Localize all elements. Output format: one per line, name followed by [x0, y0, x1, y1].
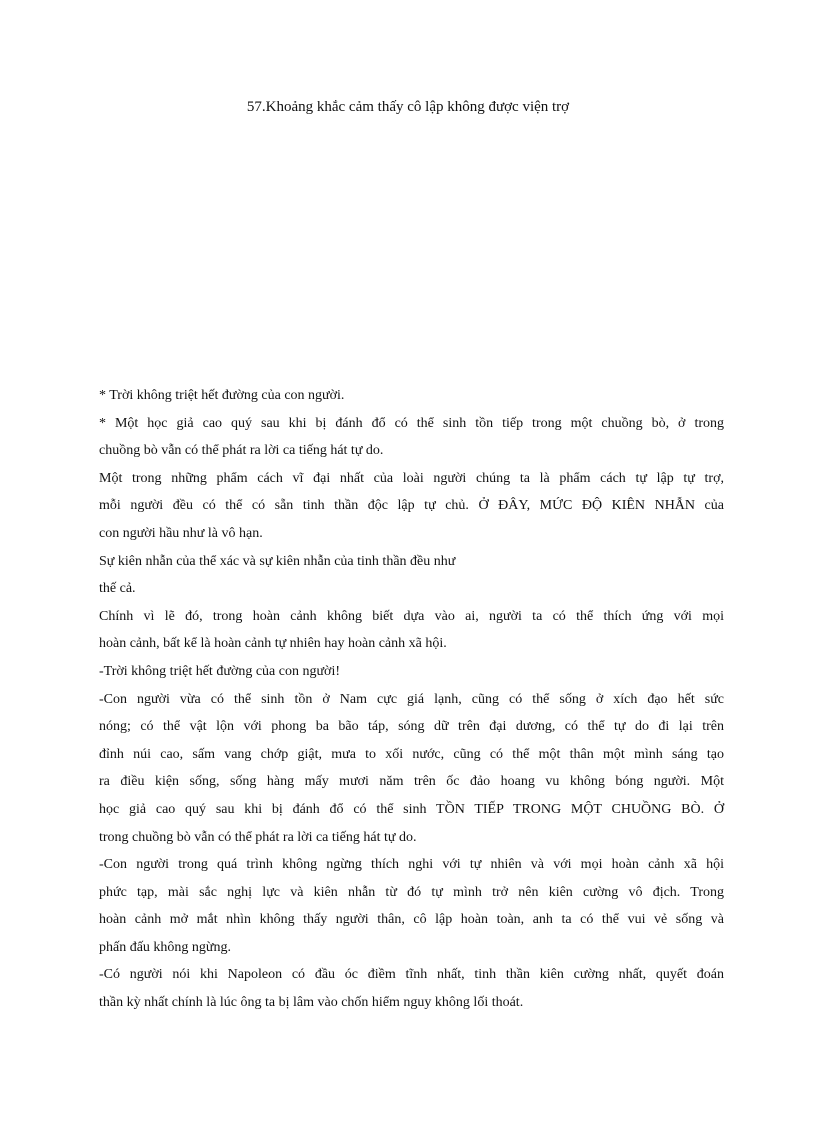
text-line: phức tạp, mài sắc nghị lực và kiên nhẫn từ đó tự mình trở nên kiên cường vô địch. Trong	[99, 884, 724, 900]
text-line: mỗi người đều có thể có sẵn tinh thần độc lập tự chủ. Ở ĐÂY, MỨC ĐỘ KIÊN NHẪN của	[99, 498, 724, 514]
text-line: Một trong những phẩm cách vĩ đại nhất của loài người chúng ta là phẩm cách tự lập tự trợ,	[99, 470, 724, 486]
text-line: phấn đấu không ngừng.	[99, 939, 232, 955]
text-line: hoàn cảnh mở mắt nhìn không thấy người thân, cô lập hoàn toàn, anh ta có thể vui vẻ sống và	[99, 912, 724, 928]
text-line: trong chuồng bò vẫn có thể phát ra lời ca tiếng hát tự do.	[99, 829, 417, 845]
text-line: nóng; có thể vật lộn với phong ba bão táp, sóng dữ trên đại dương, có thể tự do đi lại trên	[99, 719, 724, 735]
text-line: chuồng bò vẫn có thể phát ra lời ca tiếng hát tự do.	[99, 443, 384, 459]
text-line: con người hầu như là vô hạn.	[99, 525, 263, 541]
text-line: đỉnh núi cao, sấm vang chớp giật, mưa to xối nước, cũng có thể một thân một mình sáng tạo	[99, 746, 724, 762]
text-line: Chính vì lẽ đó, trong hoàn cảnh không biết dựa vào ai, người ta có thể thích ứng với mọi	[99, 608, 724, 624]
text-line: Sự kiên nhẫn của thể xác và sự kiên nhẫn của tinh thần đều như	[99, 553, 456, 569]
text-line: -Con người vừa có thể sinh tồn ở Nam cực giá lạnh, cũng có thể sống ở xích đạo hết sức	[99, 691, 724, 707]
text-line: thần kỳ nhất chính là lúc ông ta bị lâm vào chốn hiểm nguy không lối thoát.	[99, 995, 524, 1011]
text-line: ra điều kiện sống, sống hàng mấy mươi năm trên ốc đảo hoang vu không bóng người. Một	[99, 774, 724, 790]
text-line: hoàn cảnh, bất kể là hoàn cảnh tự nhiên hay hoàn cảnh xã hội.	[99, 636, 447, 652]
text-line: học giả cao quý sau khi bị đánh đổ có thể sinh TỒN TIẾP TRONG MỘT CHUỒNG BÒ. Ở	[99, 801, 724, 817]
document-title: 57.Khoảng khắc cảm thấy cô lập không được viện trợ	[246, 99, 570, 115]
text-line: -Con người trong quá trình không ngừng thích nghi với tự nhiên và với mọi hoàn cảnh xã hội	[99, 857, 724, 873]
text-line: * Trời không triệt hết đường của con người.	[99, 388, 345, 403]
text-line: -Trời không triệt hết đường của con người!	[99, 663, 341, 679]
document-body	[99, 382, 724, 1017]
text-line: thế cả.	[99, 581, 136, 597]
text-line: -Có người nói khi Napoleon có đầu óc điềm tĩnh nhất, tinh thần kiên cường nhất, quyết đoán	[99, 967, 724, 983]
text-line: * Một học giả cao quý sau khi bị đánh đổ có thể sinh tồn tiếp trong một chuồng bò, ở trong	[99, 415, 724, 431]
